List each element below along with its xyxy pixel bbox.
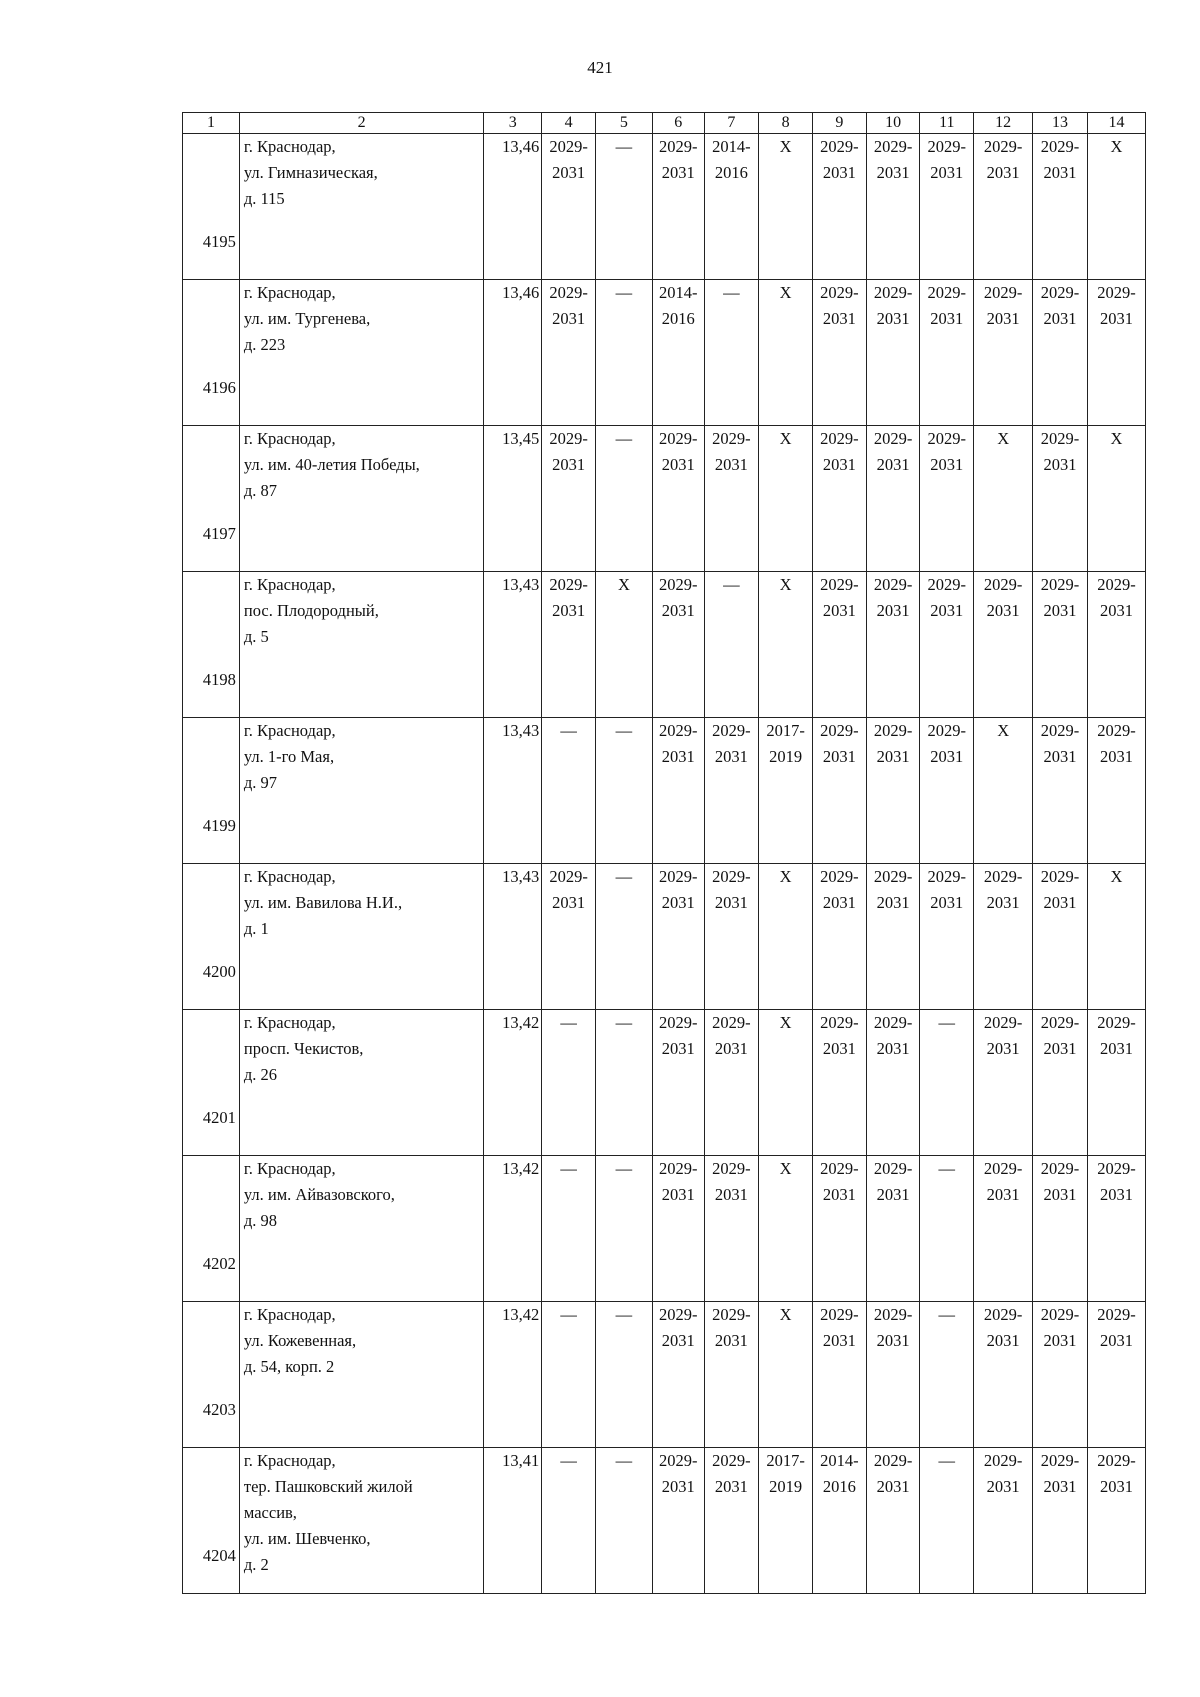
- address-cell: [239, 1010, 483, 1156]
- address-line: ул. им. Айвазовского,: [243, 1185, 395, 1204]
- period-cell-col10: 2029- 2031: [866, 1156, 920, 1302]
- period-cell-col11: —: [920, 1448, 974, 1594]
- period-cell-col8: 2017- 2019: [759, 718, 813, 864]
- period-cell-col13: 2029- 2031: [1033, 572, 1088, 718]
- row-number: 4197: [183, 426, 240, 572]
- area-cell: 13,43: [484, 718, 542, 864]
- period-cell-col6: 2029- 2031: [652, 1010, 704, 1156]
- period-cell-col8: Х: [759, 280, 813, 426]
- address-cell: [239, 134, 483, 280]
- period-cell-col14: 2029- 2031: [1087, 572, 1145, 718]
- row-number: 4202: [183, 1156, 240, 1302]
- address-line: д. 26: [243, 1065, 278, 1084]
- column-header-14: 14: [1087, 113, 1145, 134]
- area-cell: 13,42: [484, 1302, 542, 1448]
- period-cell-col10: 2029- 2031: [866, 1010, 920, 1156]
- period-cell-col7: 2029- 2031: [704, 426, 759, 572]
- period-cell-col13: 2029- 2031: [1033, 1448, 1088, 1594]
- row-number: 4199: [183, 718, 240, 864]
- address-line: пос. Плодородный,: [243, 601, 379, 620]
- row-number: 4200: [183, 864, 240, 1010]
- address-line: ул. им. 40-летия Победы,: [243, 455, 420, 474]
- period-cell-col4: 2029- 2031: [542, 134, 596, 280]
- period-cell-col12: 2029- 2031: [974, 1448, 1033, 1594]
- period-cell-col6: 2029- 2031: [652, 1448, 704, 1594]
- period-cell-col5: —: [595, 718, 652, 864]
- address-line: д. 87: [243, 481, 278, 500]
- address-line: ул. им. Вавилова Н.И.,: [243, 893, 403, 912]
- table-row: [183, 1156, 1146, 1302]
- period-cell-col5: —: [595, 1010, 652, 1156]
- period-cell-col11: 2029- 2031: [920, 280, 974, 426]
- period-cell-col7: —: [704, 280, 759, 426]
- address-line: г. Краснодар,: [243, 721, 336, 740]
- area-cell: 13,46: [484, 280, 542, 426]
- table-row: [183, 134, 1146, 280]
- period-cell-col9: 2029- 2031: [813, 426, 867, 572]
- address-cell: [239, 1448, 483, 1594]
- period-cell-col4: —: [542, 1010, 596, 1156]
- address-line: д. 2: [243, 1555, 269, 1574]
- area-cell: 13,41: [484, 1448, 542, 1594]
- period-cell-col11: —: [920, 1156, 974, 1302]
- period-cell-col11: 2029- 2031: [920, 864, 974, 1010]
- address-line: массив,: [243, 1503, 297, 1522]
- period-cell-col14: 2029- 2031: [1087, 1010, 1145, 1156]
- period-cell-col6: 2029- 2031: [652, 1302, 704, 1448]
- period-cell-col9: 2029- 2031: [813, 864, 867, 1010]
- period-cell-col5: Х: [595, 572, 652, 718]
- period-cell-col7: 2029- 2031: [704, 1448, 759, 1594]
- period-cell-col5: —: [595, 864, 652, 1010]
- column-header-3: 3: [484, 113, 542, 134]
- address-line: д. 1: [243, 919, 269, 938]
- period-cell-col12: 2029- 2031: [974, 572, 1033, 718]
- address-line: г. Краснодар,: [243, 1451, 336, 1470]
- address-line: д. 98: [243, 1211, 278, 1230]
- area-cell: 13,42: [484, 1010, 542, 1156]
- period-cell-col4: 2029- 2031: [542, 864, 596, 1010]
- period-cell-col5: —: [595, 1156, 652, 1302]
- address-line: ул. Кожевенная,: [243, 1331, 357, 1350]
- table-row: [183, 1302, 1146, 1448]
- address-line: ул. Гимназическая,: [243, 163, 378, 182]
- address-cell: [239, 1156, 483, 1302]
- area-cell: 13,46: [484, 134, 542, 280]
- period-cell-col5: —: [595, 426, 652, 572]
- address-line: г. Краснодар,: [243, 1013, 336, 1032]
- period-cell-col4: —: [542, 1302, 596, 1448]
- period-cell-col5: —: [595, 1448, 652, 1594]
- period-cell-col10: 2029- 2031: [866, 1448, 920, 1594]
- period-cell-col9: 2029- 2031: [813, 718, 867, 864]
- period-cell-col8: Х: [759, 426, 813, 572]
- period-cell-col5: —: [595, 280, 652, 426]
- period-cell-col7: 2029- 2031: [704, 1302, 759, 1448]
- address-line: д. 97: [243, 773, 278, 792]
- column-header-13: 13: [1033, 113, 1088, 134]
- period-cell-col14: 2029- 2031: [1087, 718, 1145, 864]
- table-row: [183, 1010, 1146, 1156]
- column-header-7: 7: [704, 113, 759, 134]
- period-cell-col7: 2029- 2031: [704, 1010, 759, 1156]
- register-table: [182, 112, 1146, 1594]
- period-cell-col10: 2029- 2031: [866, 572, 920, 718]
- period-cell-col8: Х: [759, 134, 813, 280]
- period-cell-col6: 2029- 2031: [652, 864, 704, 1010]
- period-cell-col13: 2029- 2031: [1033, 864, 1088, 1010]
- address-line: ул. им. Тургенева,: [243, 309, 371, 328]
- address-cell: [239, 864, 483, 1010]
- period-cell-col6: 2029- 2031: [652, 426, 704, 572]
- period-cell-col8: Х: [759, 572, 813, 718]
- address-cell: [239, 718, 483, 864]
- address-line: г. Краснодар,: [243, 137, 336, 156]
- address-line: г. Краснодар,: [243, 867, 336, 886]
- period-cell-col9: 2029- 2031: [813, 134, 867, 280]
- period-cell-col11: 2029- 2031: [920, 426, 974, 572]
- period-cell-col13: 2029- 2031: [1033, 426, 1088, 572]
- row-number: 4195: [183, 134, 240, 280]
- column-header-8: 8: [759, 113, 813, 134]
- period-cell-col8: Х: [759, 1302, 813, 1448]
- period-cell-col13: 2029- 2031: [1033, 1302, 1088, 1448]
- column-header-2: 2: [239, 113, 483, 134]
- period-cell-col7: 2029- 2031: [704, 864, 759, 1010]
- period-cell-col7: 2014- 2016: [704, 134, 759, 280]
- period-cell-col7: 2029- 2031: [704, 718, 759, 864]
- address-line: ул. им. Шевченко,: [243, 1529, 371, 1548]
- column-header-5: 5: [595, 113, 652, 134]
- address-cell: [239, 572, 483, 718]
- period-cell-col10: 2029- 2031: [866, 280, 920, 426]
- period-cell-col12: 2029- 2031: [974, 1156, 1033, 1302]
- period-cell-col11: —: [920, 1302, 974, 1448]
- table-row: [183, 864, 1146, 1010]
- period-cell-col12: 2029- 2031: [974, 1302, 1033, 1448]
- period-cell-col11: 2029- 2031: [920, 572, 974, 718]
- period-cell-col8: Х: [759, 1010, 813, 1156]
- row-number: 4204: [183, 1448, 240, 1594]
- period-cell-col6: 2029- 2031: [652, 572, 704, 718]
- address-line: д. 115: [243, 189, 285, 208]
- period-cell-col13: 2029- 2031: [1033, 1156, 1088, 1302]
- period-cell-col12: 2029- 2031: [974, 1010, 1033, 1156]
- period-cell-col9: 2029- 2031: [813, 1302, 867, 1448]
- row-number: 4201: [183, 1010, 240, 1156]
- period-cell-col4: 2029- 2031: [542, 280, 596, 426]
- period-cell-col8: Х: [759, 1156, 813, 1302]
- period-cell-col5: —: [595, 1302, 652, 1448]
- period-cell-col14: 2029- 2031: [1087, 1156, 1145, 1302]
- address-line: д. 54, корп. 2: [243, 1357, 335, 1376]
- column-header-9: 9: [813, 113, 867, 134]
- area-cell: 13,43: [484, 572, 542, 718]
- table-row: [183, 572, 1146, 718]
- period-cell-col6: 2029- 2031: [652, 1156, 704, 1302]
- period-cell-col7: —: [704, 572, 759, 718]
- period-cell-col11: 2029- 2031: [920, 134, 974, 280]
- period-cell-col9: 2029- 2031: [813, 572, 867, 718]
- address-line: г. Краснодар,: [243, 429, 336, 448]
- period-cell-col9: 2029- 2031: [813, 280, 867, 426]
- area-cell: 13,45: [484, 426, 542, 572]
- table-row: [183, 280, 1146, 426]
- period-cell-col6: 2014- 2016: [652, 280, 704, 426]
- period-cell-col13: 2029- 2031: [1033, 718, 1088, 864]
- period-cell-col9: 2014- 2016: [813, 1448, 867, 1594]
- table-row: [183, 426, 1146, 572]
- period-cell-col6: 2029- 2031: [652, 718, 704, 864]
- period-cell-col8: Х: [759, 864, 813, 1010]
- period-cell-col10: 2029- 2031: [866, 864, 920, 1010]
- column-header-11: 11: [920, 113, 974, 134]
- period-cell-col12: 2029- 2031: [974, 864, 1033, 1010]
- row-number: 4203: [183, 1302, 240, 1448]
- area-cell: 13,42: [484, 1156, 542, 1302]
- address-line: д. 223: [243, 335, 286, 354]
- period-cell-col9: 2029- 2031: [813, 1156, 867, 1302]
- column-header-12: 12: [974, 113, 1033, 134]
- period-cell-col10: 2029- 2031: [866, 1302, 920, 1448]
- area-cell: 13,43: [484, 864, 542, 1010]
- period-cell-col12: Х: [974, 718, 1033, 864]
- address-line: тер. Пашковский жилой: [243, 1477, 413, 1496]
- period-cell-col7: 2029- 2031: [704, 1156, 759, 1302]
- period-cell-col4: —: [542, 718, 596, 864]
- row-number: 4198: [183, 572, 240, 718]
- period-cell-col13: 2029- 2031: [1033, 134, 1088, 280]
- period-cell-col14: Х: [1087, 864, 1145, 1010]
- period-cell-col14: 2029- 2031: [1087, 280, 1145, 426]
- address-line: г. Краснодар,: [243, 575, 336, 594]
- period-cell-col12: Х: [974, 426, 1033, 572]
- period-cell-col14: 2029- 2031: [1087, 1448, 1145, 1594]
- period-cell-col10: 2029- 2031: [866, 718, 920, 864]
- address-line: г. Краснодар,: [243, 1159, 336, 1178]
- address-line: г. Краснодар,: [243, 283, 336, 302]
- address-cell: [239, 426, 483, 572]
- address-cell: [239, 280, 483, 426]
- period-cell-col12: 2029- 2031: [974, 134, 1033, 280]
- period-cell-col9: 2029- 2031: [813, 1010, 867, 1156]
- period-cell-col4: —: [542, 1156, 596, 1302]
- period-cell-col14: Х: [1087, 426, 1145, 572]
- column-header-10: 10: [866, 113, 920, 134]
- page-number: 421: [587, 58, 613, 77]
- row-number: 4196: [183, 280, 240, 426]
- table-row: [183, 1448, 1146, 1594]
- period-cell-col11: 2029- 2031: [920, 718, 974, 864]
- column-header-6: 6: [652, 113, 704, 134]
- period-cell-col14: 2029- 2031: [1087, 1302, 1145, 1448]
- table-row: [183, 718, 1146, 864]
- address-line: просп. Чекистов,: [243, 1039, 364, 1058]
- period-cell-col13: 2029- 2031: [1033, 1010, 1088, 1156]
- period-cell-col14: Х: [1087, 134, 1145, 280]
- table-body: [183, 134, 1146, 1594]
- period-cell-col4: —: [542, 1448, 596, 1594]
- address-line: г. Краснодар,: [243, 1305, 336, 1324]
- period-cell-col4: 2029- 2031: [542, 426, 596, 572]
- column-header-1: 1: [183, 113, 240, 134]
- period-cell-col13: 2029- 2031: [1033, 280, 1088, 426]
- period-cell-col5: —: [595, 134, 652, 280]
- period-cell-col12: 2029- 2031: [974, 280, 1033, 426]
- period-cell-col10: 2029- 2031: [866, 134, 920, 280]
- period-cell-col11: —: [920, 1010, 974, 1156]
- column-header-4: 4: [542, 113, 596, 134]
- period-cell-col6: 2029- 2031: [652, 134, 704, 280]
- address-cell: [239, 1302, 483, 1448]
- address-line: ул. 1-го Мая,: [243, 747, 335, 766]
- header-row: [183, 113, 1146, 134]
- period-cell-col4: 2029- 2031: [542, 572, 596, 718]
- period-cell-col10: 2029- 2031: [866, 426, 920, 572]
- period-cell-col8: 2017- 2019: [759, 1448, 813, 1594]
- address-line: д. 5: [243, 627, 269, 646]
